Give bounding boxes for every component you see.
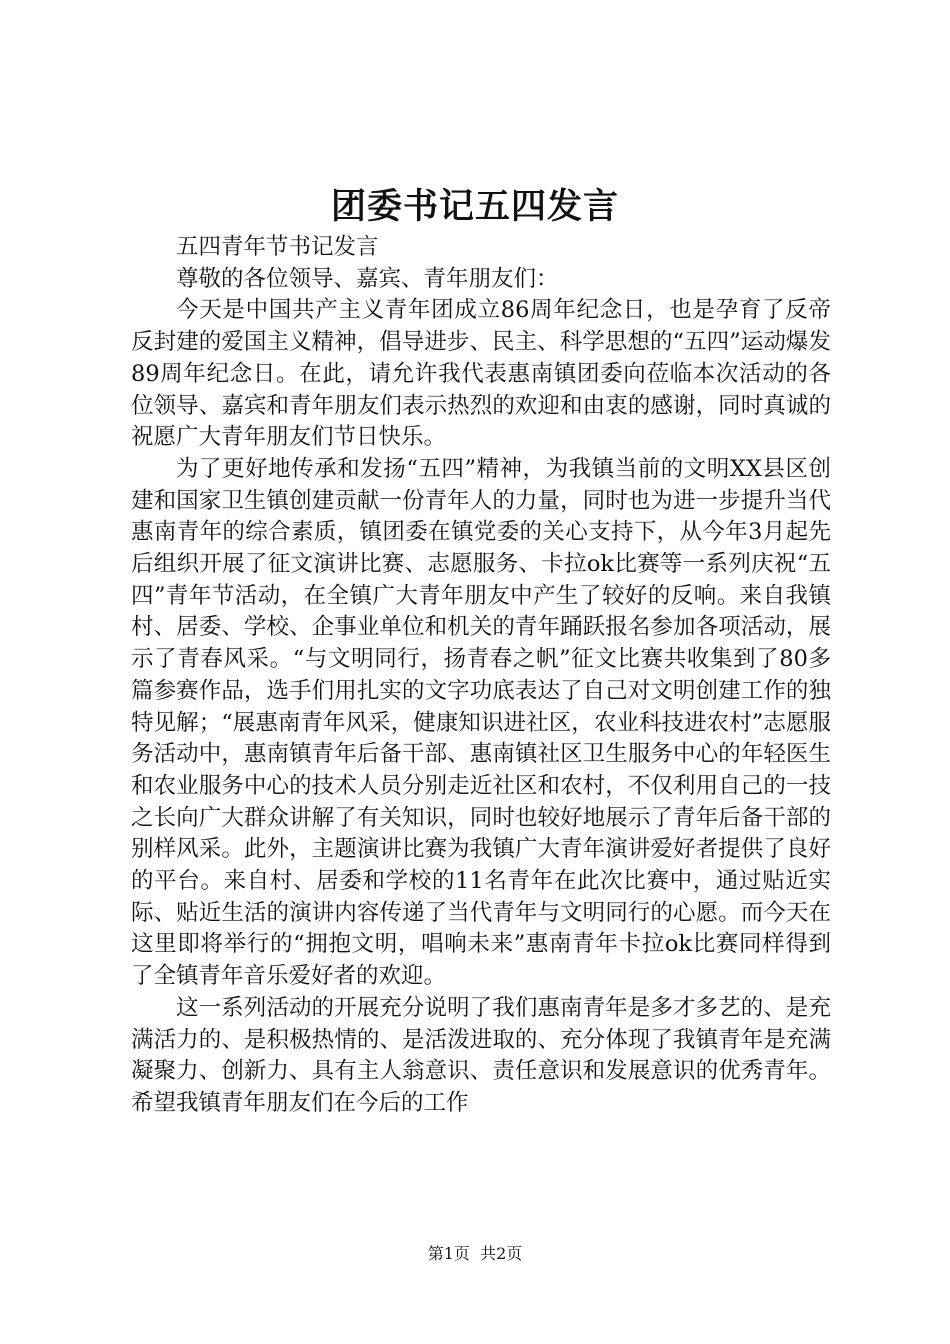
paragraph-salutation: 尊敬的各位领导、嘉宾、青年朋友们： [176, 265, 559, 292]
paragraph-activities: 为了更好地传承和发扬“五四”精神，为我镇当前的文明XX县区创建和国家卫生镇创建贡献一份青年人的力量，同时也为进一步提升当代惠南青年的综合素质，镇团委在镇党委的关心支持下，从今年3月起先后组织开展了征文演讲比赛、志愿服务、卡拉ok比赛等一系列庆祝“五四”青年节活动，在全镇广大青年朋友中产生了较好的反响。来自我镇村、居委、学校、企事业单位和机关的青年踊跃报名参加各项活动，展示了青春风采。“与文明同行，扬青春之帆”征文比赛共收集到了80多篇参赛作品，选手们用扎实的文字功底表达了自己对文明创建工作的独特见解；“展惠南青年风采，健康知识进社区，农业科技进农村”志愿服务活动中，惠南镇青年后备干部、惠南镇社区卫生服务中心的年轻医生和农业服务中心的技术人员分别走近社区和农村，不仅利用自己的一技之长向广大群众讲解了有关知识，同时也较好地展示了青年后备干部的别样风采。此外，主题演讲比赛为我镇广大青年演讲爱好者提供了良好的平台。来自村、居委和学校的11名青年在此次比赛中，通过贴近实际、贴近生活的演讲内容传递了当代青年与文明同行的心愿。而今天在这里即将举行的“拥抱文明，唱响未来”惠南青年卡拉ok比赛同样得到了全镇青年音乐爱好者的欢迎。 [131, 455, 831, 990]
page-footer [0, 1243, 950, 1265]
document-title: 团委书记五四发言 [330, 186, 619, 227]
paragraph-heading: 五四青年节书记发言 [176, 234, 379, 260]
document-body [131, 232, 831, 1120]
paragraph-opening: 今天是中国共产主义青年团成立86周年纪念日，也是孕育了反帝反封建的爱国主义精神，倡导进步、民主、科学思想的“五四”运动爆发89周年纪念日。在此，请允许我代表惠南镇团委向莅临本次活动的各位领导、嘉宾和青年朋友们表示热烈的欢迎和由衷的感谢，同时真诚的祝愿广大青年朋友们节日快乐。 [131, 297, 831, 451]
page-number: 第1页 共2页 [427, 1244, 523, 1263]
paragraph-summary: 这一系列活动的开展充分说明了我们惠南青年是多才多艺的、是充满活力的、是积极热情的、是活泼进取的、充分体现了我镇青年是充满凝聚力、创新力、具有主人翁意识、责任意识和发展意识的优秀青年。希望我镇青年朋友们在今后的工作 [131, 994, 831, 1116]
